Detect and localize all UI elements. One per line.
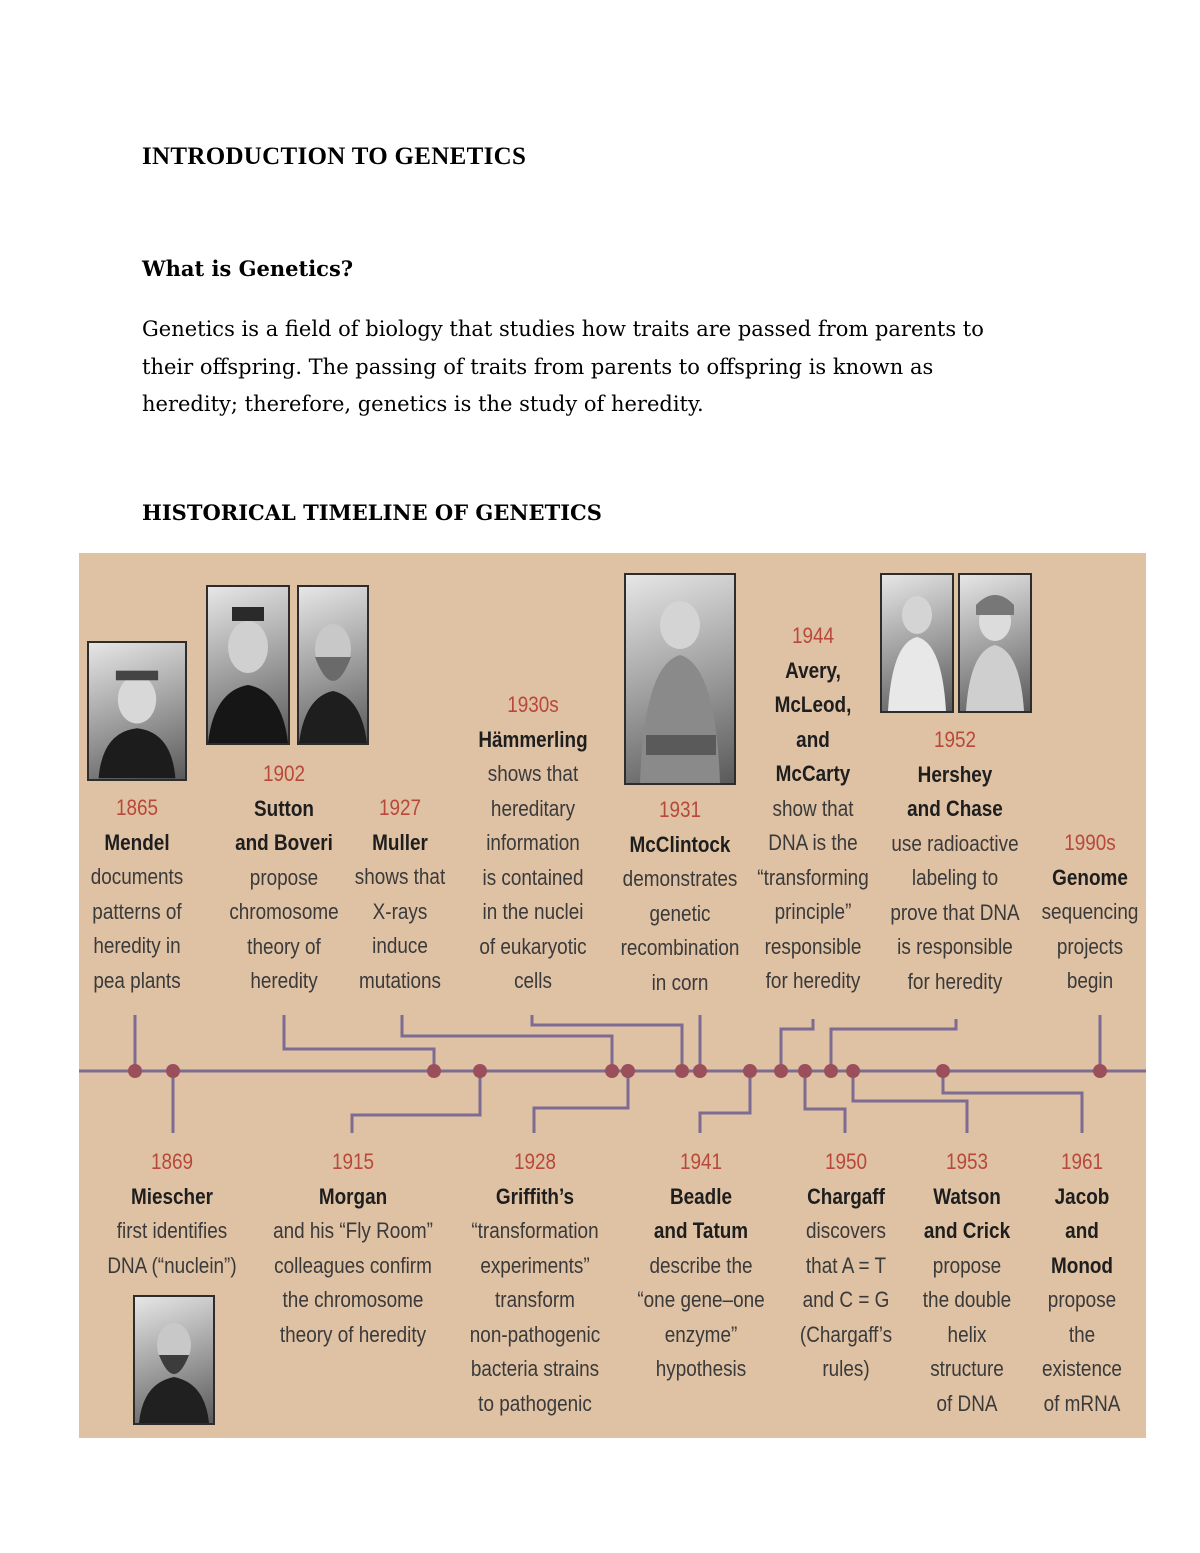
event-year: 1869 xyxy=(150,1149,194,1174)
connector-1944 xyxy=(781,1019,813,1071)
event-1961-jacob-monod xyxy=(1031,1145,1132,1421)
event-name: Muller xyxy=(372,829,428,855)
hershey-photo xyxy=(880,573,954,713)
timeline-dot xyxy=(473,1064,487,1078)
boveri-portrait xyxy=(297,585,369,745)
event-1902-sutton-boveri xyxy=(220,757,349,999)
sutton-portrait xyxy=(206,585,290,745)
event-year: 1953 xyxy=(945,1149,989,1174)
event-1950-chargaff xyxy=(788,1145,903,1387)
intro-paragraph xyxy=(142,311,1082,424)
paragraph-line: Genetics is a field of biology that studies how traits are passed from parents to xyxy=(142,317,984,341)
mendel-portrait xyxy=(87,641,187,781)
timeline-dot xyxy=(427,1064,441,1078)
event-name: Sutton and Boveri xyxy=(235,795,333,855)
event-description: describe the “one gene–one enzyme” hypothesis xyxy=(637,1252,765,1381)
paragraph-line: their offspring. The passing of traits from parents to offspring is known as xyxy=(142,354,934,379)
event-name: Jacob and Monod xyxy=(1050,1183,1114,1278)
event-description: show that DNA is the “transforming principle” responsible for heredity xyxy=(757,795,869,993)
event-year: 1990s xyxy=(1064,830,1116,855)
timeline-dot xyxy=(798,1064,812,1078)
event-description: shows that X-rays induce mutations xyxy=(354,864,446,993)
event-description: shows that hereditary information is contained in the nuclei of eukaryotic cells xyxy=(479,761,587,993)
timeline-dot xyxy=(621,1064,635,1078)
event-name: Miescher xyxy=(130,1183,214,1209)
event-1944-avery xyxy=(753,619,873,999)
event-1869-miescher xyxy=(104,1145,240,1283)
timeline-dot xyxy=(936,1064,950,1078)
timeline-dot xyxy=(1093,1064,1107,1078)
timeline-dot xyxy=(824,1064,838,1078)
connector-1952 xyxy=(831,1019,956,1071)
event-name: Watson and Crick xyxy=(923,1183,1011,1243)
event-description: propose chromosome theory of heredity xyxy=(229,864,339,993)
timeline-dot xyxy=(128,1064,142,1078)
event-description: sequencing projects begin xyxy=(1041,899,1139,993)
timeline-dot xyxy=(693,1064,707,1078)
timeline-dot xyxy=(605,1064,619,1078)
event-description: propose the existence of mRNA xyxy=(1042,1287,1122,1416)
event-name: Hämmerling xyxy=(478,726,588,752)
miescher-portrait xyxy=(133,1295,215,1425)
event-name: Avery, McLeod, and McCarty xyxy=(774,657,852,786)
event-name: McClintock xyxy=(629,831,731,857)
event-name: Beadle and Tatum xyxy=(653,1183,749,1243)
event-description: “transformation experiments” transform non-pathogenic bacteria strains to pathogenic xyxy=(469,1218,601,1416)
event-1952-hershey-chase xyxy=(883,723,1027,999)
event-description: discovers that A = T and C = G (Chargaff’s rules) xyxy=(799,1218,893,1381)
event-year: 1941 xyxy=(679,1149,723,1174)
connector-1928 xyxy=(534,1071,628,1133)
event-1915-morgan xyxy=(269,1145,438,1352)
event-year: 1902 xyxy=(262,761,306,786)
event-1953-watson-crick xyxy=(914,1145,1021,1421)
timeline-dot xyxy=(166,1064,180,1078)
event-name: Genome xyxy=(1052,864,1128,890)
event-year: 1961 xyxy=(1060,1149,1104,1174)
paragraph-line: heredity; therefore, genetics is the study of heredity. xyxy=(142,392,704,416)
timeline-figure xyxy=(79,553,1146,1438)
connector-1941 xyxy=(700,1071,750,1133)
event-year: 1927 xyxy=(378,795,422,820)
event-1931-mcclintock xyxy=(610,793,749,1000)
timeline-dot xyxy=(846,1064,860,1078)
event-description: and his “Fly Room” colleagues confirm the chromosome theory of heredity xyxy=(273,1218,433,1347)
section-question: What is Genetics? xyxy=(142,256,354,281)
event-name: Griffith’s xyxy=(495,1183,575,1209)
timeline-dot xyxy=(675,1064,689,1078)
connector-1950 xyxy=(805,1071,845,1133)
event-name: Mendel xyxy=(104,829,170,855)
timeline-dot xyxy=(774,1064,788,1078)
event-description: demonstrates genetic recombination in corn xyxy=(620,866,740,995)
event-year: 1931 xyxy=(658,797,702,822)
event-name: Morgan xyxy=(318,1183,388,1209)
event-year: 1915 xyxy=(331,1149,375,1174)
event-description: propose the double helix structure of DNA xyxy=(922,1252,1012,1416)
event-year: 1950 xyxy=(824,1149,868,1174)
event-description: documents patterns of heredity in pea plants xyxy=(90,864,184,993)
mcclintock-photo xyxy=(624,573,736,785)
connector-1953 xyxy=(853,1071,967,1133)
connector-1915 xyxy=(352,1071,480,1133)
connector-1902 xyxy=(284,1015,434,1071)
page-title: INTRODUCTION TO GENETICS xyxy=(142,143,527,170)
event-1865-mendel xyxy=(79,791,196,998)
event-year: 1865 xyxy=(115,795,159,820)
event-description: use radioactive labeling to prove that DNA is responsible for heredity xyxy=(890,830,1020,994)
event-name: Hershey and Chase xyxy=(907,761,1003,821)
timeline-dot xyxy=(743,1064,757,1078)
event-1990s-genome xyxy=(1034,826,1146,999)
chase-photo xyxy=(958,573,1032,713)
event-description: first identifies DNA (“nuclein”) xyxy=(107,1218,237,1278)
timeline-heading: HISTORICAL TIMELINE OF GENETICS xyxy=(142,500,602,525)
connector-1930s xyxy=(532,1015,682,1071)
event-1928-griffith xyxy=(463,1145,607,1421)
event-year: 1952 xyxy=(933,727,977,752)
event-1930s-hammerling xyxy=(466,688,600,999)
event-year: 1930s xyxy=(507,692,559,717)
event-year: 1928 xyxy=(513,1149,557,1174)
event-name: Chargaff xyxy=(807,1183,885,1209)
event-year: 1944 xyxy=(791,623,835,648)
event-1941-beadle-tatum xyxy=(630,1145,771,1387)
event-1927-muller xyxy=(344,791,456,998)
